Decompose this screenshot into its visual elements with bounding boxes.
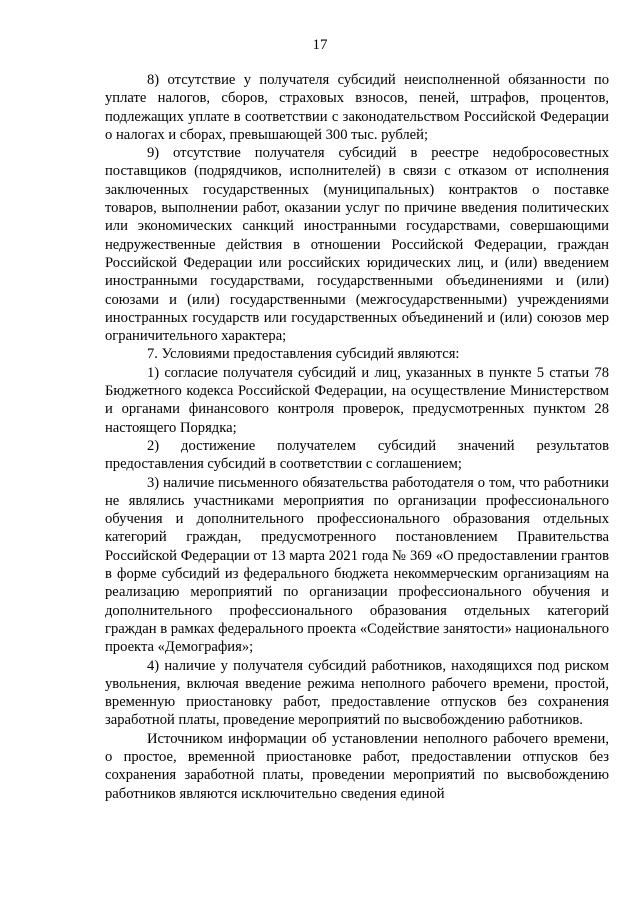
paragraph-item-9: 9) отсутствие получателя субсидий в реестре недобросовестных поставщиков (подрядчиков, исполнителей) в связи с отказом от исполнения заключенных государственных (муниципальных) контрактов о поставке товаров, выполнении работ, оказании услуг по причине введения политических или экономических санкций иностранными государствами, совершающими недружественные действия в отношении Российской Федерации, граждан Российской Федерации или российских юридических лиц, и (или) введением иностранными государствами, государственными объединениями и (или) союзами и (или) государственными (межгосударственными) учреждениями иностранных государств или государственных объединений и (или) союзов мер ограничительного характера; [105,145,609,345]
document-body [105,71,609,803]
paragraph-condition-3: 3) наличие письменного обязательства работодателя о том, что работники не являлись участниками мероприятия по организации профессионального обучения и дополнительного профессионального образования отдельных категорий граждан, предусмотренного постановлением Правительства Российской Федерации от 13 марта 2021 года № 369 «О предоставлении грантов в форме субсидий из федерального бюджета некоммерческим организациям на реализацию мероприятий по организации профессионального обучения и дополнительного профессионального образования отдельных категорий граждан в рамках федерального проекта «Содействие занятости» национального проекта «Демография»; [105,474,609,656]
paragraph-item-8: 8) отсутствие у получателя субсидий неисполненной обязанности по уплате налогов, сборов, страховых взносов, пеней, штрафов, процентов, подлежащих уплате в соответствии с законодательством Российской Федерации о налогах и сборах, превышающей 300 тыс. рублей; [105,72,609,143]
paragraph-information-source: Источником информации об установлении неполного рабочего времени, о простое, временной приостановке работ, предоставлении отпусков без сохранения заработной платы, проведении мероприятий по высвобождению работников являются исключительно сведения единой [105,730,609,802]
paragraph-condition-1: 1) согласие получателя субсидий и лиц, указанных в пункте 5 статьи 78 Бюджетного кодекса Российской Федерации, на осуществление Министерством и органами финансового контроля проверок, предусмотренных пунктом 28 настоящего Порядка; [105,364,609,436]
paragraph-condition-4: 4) наличие у получателя субсидий работников, находящихся под риском увольнения, включая введение режима неполного рабочего времени, простой, временную приостановку работ, предоставление отпусков без сохранения заработной платы, проведение мероприятий по высвобождению работников. [105,657,609,729]
paragraph-section-7: 7. Условиями предоставления субсидий являются: [147,346,460,363]
page-number: 17 [312,37,328,53]
paragraph-condition-2: 2) достижение получателем субсидий значений результатов предоставления субсидий в соответствии с соглашением; [105,437,609,473]
